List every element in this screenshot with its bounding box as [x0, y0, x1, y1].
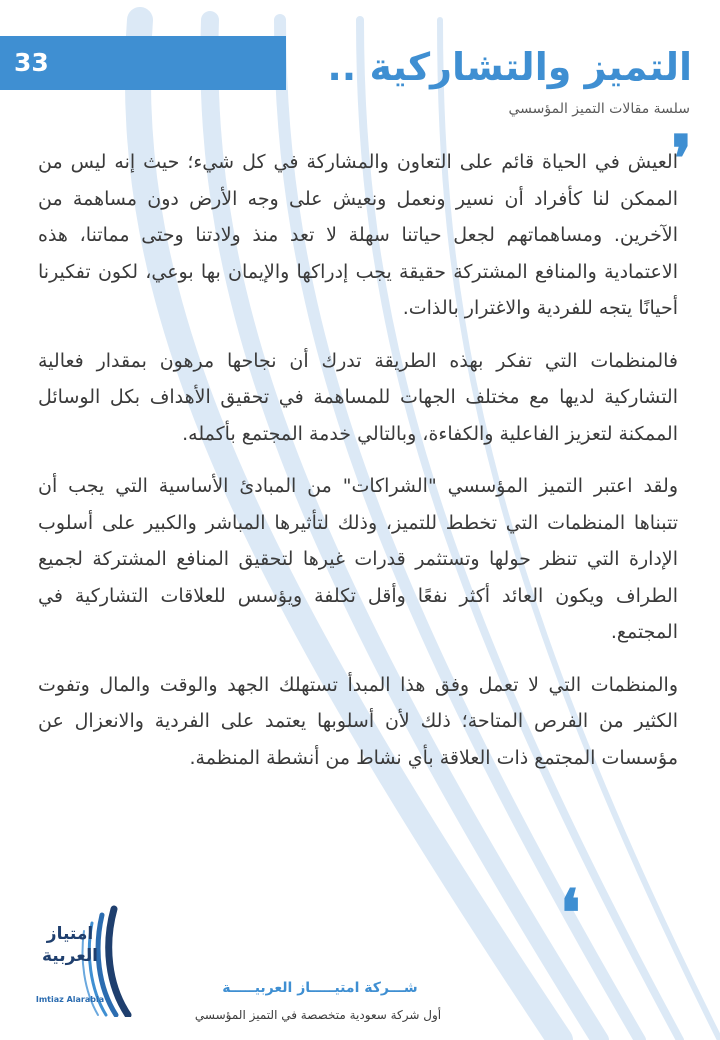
article-body — [38, 144, 678, 792]
article-paragraph: والمنظمات التي لا تعمل وفق هذا المبدأ تستهلك الجهد والوقت والمال وتفوت الكثير من الفرص المتاحة؛ ذلك لأن أسلوبها يعتمد على الفردية والانعزال عن مؤسسات المجتمع ذات العلاقة بأي نشاط من أنشطة المنظمة. — [38, 673, 678, 769]
company-name: شـــركة امتيـــــاز العربيـــــة — [222, 980, 418, 996]
logo-latin-name: Imtiaz Alarabia — [35, 995, 105, 1004]
page-number: 33 — [14, 48, 49, 77]
page-number-badge — [0, 36, 286, 90]
article-series-subtitle: سلسة مقالات التميز المؤسسي — [508, 101, 690, 117]
close-quote-icon: ❛ — [560, 876, 581, 951]
open-quote-icon: ❜ — [671, 122, 692, 197]
logo-text-line-1: امتياز — [46, 924, 94, 944]
company-tagline: أول شركة سعودية متخصصة في التميز المؤسسي — [194, 1008, 442, 1022]
article-paragraph: العيش في الحياة قائم على التعاون والمشاركة في كل شيء؛ حيث إنه ليس من الممكن لنا كأفراد أن نسير ونعمل ونعيش على وجه الأرض دون مساهمة من الآخرين. ومساهماتهم لجعل حياتنا سهلة لا تعد منذ ولادتنا وحتى مماتنا، هذه الاعتمادية والمنافع المشتركة حقيقة يجب إدراكها والإيمان بها بوعي، لكون تفكيرنا أحيانًا يتجه للفردية والاغترار بالذات. — [38, 151, 678, 319]
logo-text-line-2: العربية — [41, 946, 98, 966]
article-paragraph: ولقد اعتبر التميز المؤسسي "الشراكات" من المبادئ الأساسية التي يجب أن تتبناها المنظمات التي تخطط للتميز، وذلك لتأثيرها المباشر والكبير على أسلوب الإدارة التي تنظر حولها وتستثمر قدرات غيرها لتحقيق المنافع المشتركة لجميع الطراف ويكون العائد أكثر نفعًا وأقل تكلفة ويؤسس للعلاقات التشاركية في المجتمع. — [38, 475, 678, 643]
article-paragraph: فالمنظمات التي تفكر بهذه الطريقة تدرك أن نجاحها مرهون بمقدار فعالية التشاركية لديها مع مختلف الجهات للمساهمة في تحقيق الأهداف بكل الوسائل الممكنة لتعزيز الفاعلية والكفاءة، وبالتالي خدمة المجتمع بأكمله. — [38, 349, 678, 445]
article-title: التميز والتشاركية .. — [327, 45, 692, 89]
